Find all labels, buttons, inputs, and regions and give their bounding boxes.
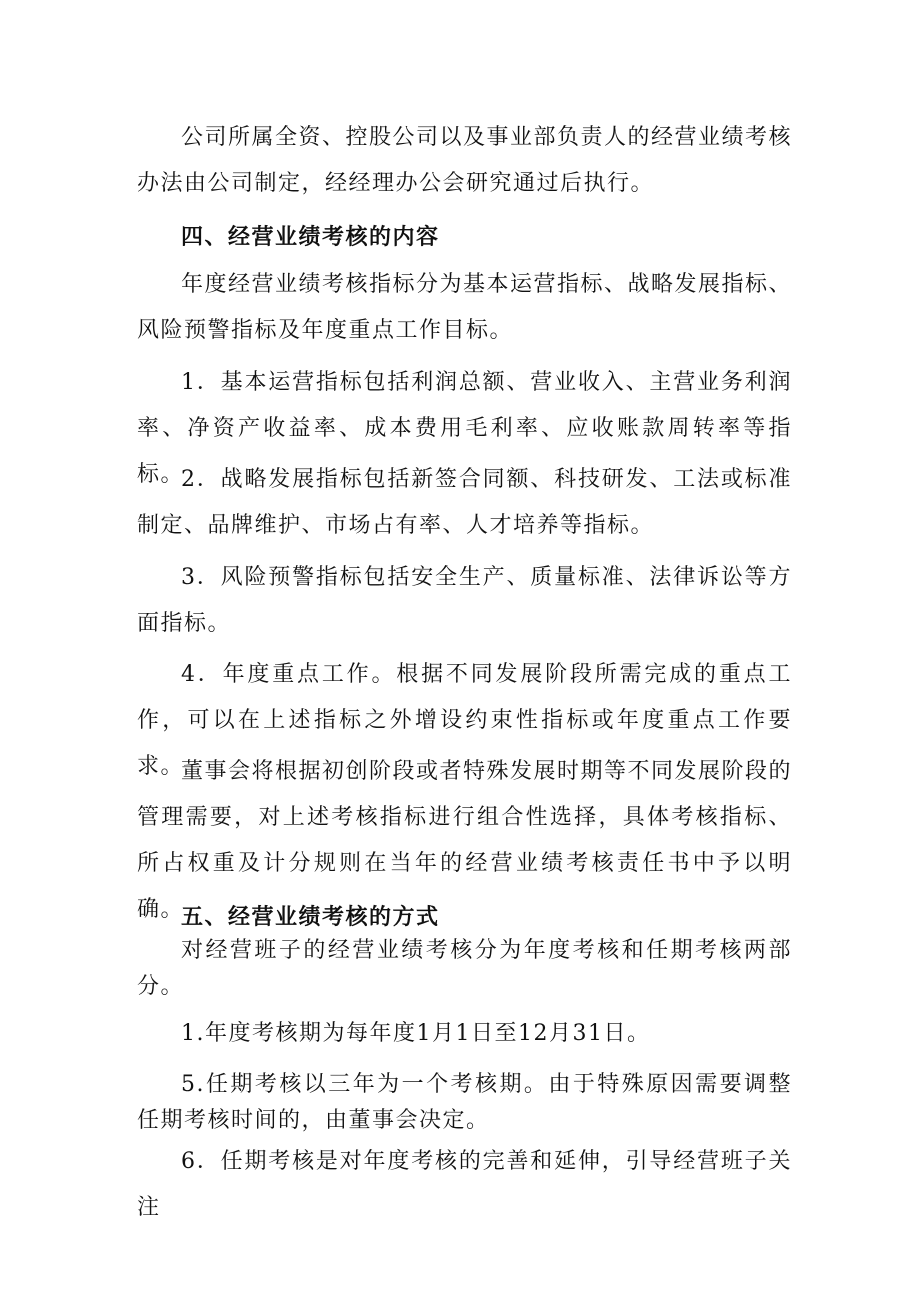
heading-section-four: 四、经营业绩考核的内容 [181, 225, 440, 250]
paragraph-board-selection: 董事会将根据初创阶段或者特殊发展时期等不同发展阶段的管理需要，对上述考核指标进行组合性选择，具体考核指标、所占权重及计分规则在当年的经营业绩考核责任书中予以明确。 [137, 759, 793, 922]
paragraph-indicator-categories: 年度经营业绩考核指标分为基本运营指标、战略发展指标、风险预警指标及年度重点工作目标。 [137, 272, 793, 343]
paragraph-term-assessment: 6．任期考核是对年度考核的完善和延伸，引导经营班子关注 [137, 1149, 792, 1220]
paragraph-assessment-parts: 对经营班子的经营业绩考核分为年度考核和任期考核两部分。 [137, 938, 792, 999]
paragraph-term-period: 5.任期考核以三年为一个考核期。由于特殊原因需要调整任期考核时间的，由董事会决定。 [137, 1072, 792, 1133]
paragraph-basic-operation-indicators: 1．基本运营指标包括利润总额、营业收入、主营业务利润率、净资产收益率、成本费用毛利率、应收账款周转率等指标。 [137, 370, 792, 487]
paragraph-annual-period: 1.年度考核期为每年度1月1日至12月31日。 [181, 1021, 651, 1046]
heading-section-five: 五、经营业绩考核的方式 [181, 905, 440, 930]
paragraph-strategic-indicators: 2．战略发展指标包括新签合同额、科技研发、工法或标准制定、品牌维护、市场占有率、人才培养等指标。 [137, 467, 792, 538]
paragraph-assessment-method: 公司所属全资、控股公司以及事业部负责人的经营业绩考核办法由公司制定，经经理办公会研究通过后执行。 [137, 125, 793, 196]
paragraph-annual-key-work: 4．年度重点工作。根据不同发展阶段所需完成的重点工作，可以在上述指标之外增设约束性指标或年度重点工作要求。 [137, 662, 792, 779]
paragraph-risk-indicators: 3．风险预警指标包括安全生产、质量标准、法律诉讼等方面指标。 [137, 565, 792, 636]
